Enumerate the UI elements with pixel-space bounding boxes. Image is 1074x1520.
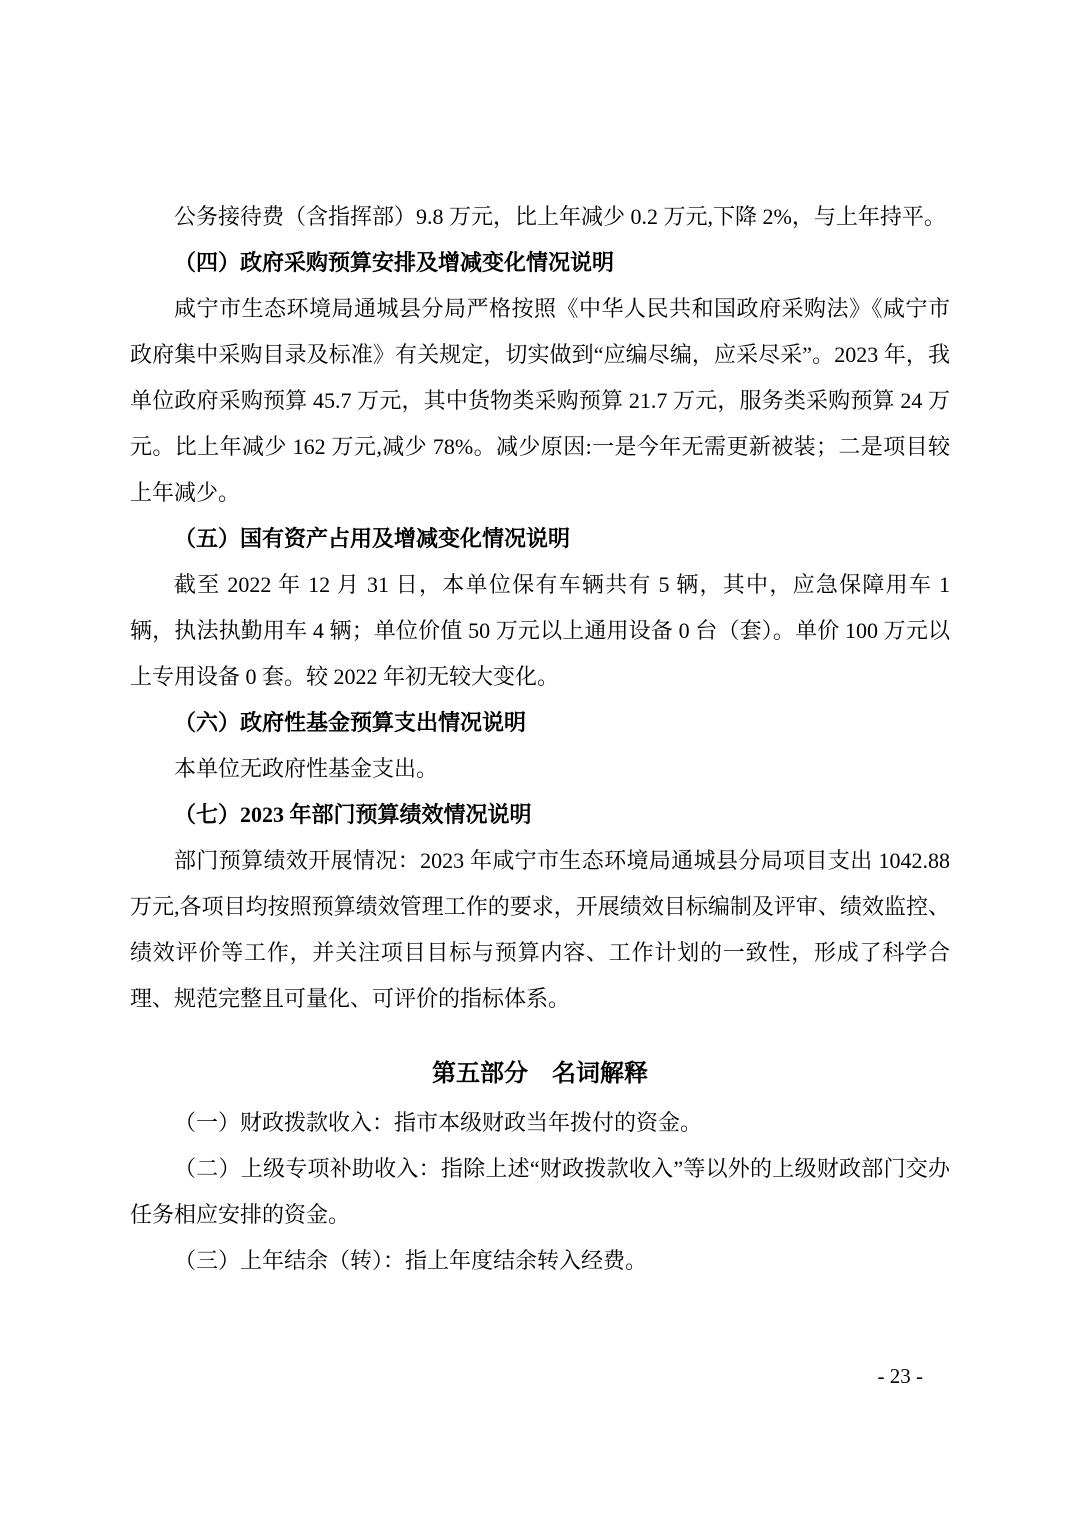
term-definition-fiscal-appropriation: （一）财政拨款收入：指市本级财政当年拨付的资金。 bbox=[174, 1110, 703, 1135]
paragraph-state-assets: 截至 2022 年 12 月 31 日，本单位保有车辆共有 5 辆，其中，应急保障用车 1 辆，执法执勤用车 4 辆；单位价值 50 万元以上通用设备 0 台（套）。单价 100 万元以上专用设备 0 套。较 2022 年初无较大变化。 bbox=[130, 572, 950, 689]
document-body bbox=[130, 194, 950, 1284]
term-definition-superior-subsidy: （二）上级专项补助收入：指除上述“财政拨款收入”等以外的上级财政部门交办任务相应安排的资金。 bbox=[130, 1156, 950, 1227]
heading-section-four-procurement: （四）政府采购预算安排及增减变化情况说明 bbox=[174, 250, 615, 275]
paragraph-reception-expense: 公务接待费（含指挥部）9.8 万元，比上年减少 0.2 万元,下降 2%，与上年持平。 bbox=[174, 204, 946, 229]
heading-section-seven-performance: （七）2023 年部门预算绩效情况说明 bbox=[174, 802, 532, 827]
paragraph-procurement-budget: 咸宁市生态环境局通城县分局严格按照《中华人民共和国政府采购法》《咸宁市政府集中采购目录及标准》有关规定，切实做到“应编尽编，应采尽采”。2023 年，我单位政府采购预算 45.7 万元，其中货物类采购预算 21.7 万元，服务类采购预算 24 万元。比上年减少 162 万元,减少 78%。减少原因:一是今年无需更新被装；二是项目较上年减少。 bbox=[130, 296, 950, 505]
term-definition-carryover: （三）上年结余（转）：指上年度结余转入经费。 bbox=[174, 1248, 648, 1273]
heading-section-six-government-fund: （六）政府性基金预算支出情况说明 bbox=[174, 710, 527, 735]
heading-section-five-state-assets: （五）国有资产占用及增减变化情况说明 bbox=[174, 526, 571, 551]
section-title-glossary: 第五部分 名词解释 bbox=[432, 1060, 648, 1087]
page-number: - 23 - bbox=[877, 1364, 923, 1388]
paragraph-budget-performance: 部门预算绩效开展情况：2023 年咸宁市生态环境局通城县分局项目支出 1042.88 万元,各项目均按照预算绩效管理工作的要求，开展绩效目标编制及评审、绩效监控、绩效评价等工作，并关注项目目标与预算内容、工作计划的一致性，形成了科学合理、规范完整且可量化、可评价的指标体系。 bbox=[130, 848, 950, 1011]
paragraph-government-fund: 本单位无政府性基金支出。 bbox=[174, 756, 439, 781]
